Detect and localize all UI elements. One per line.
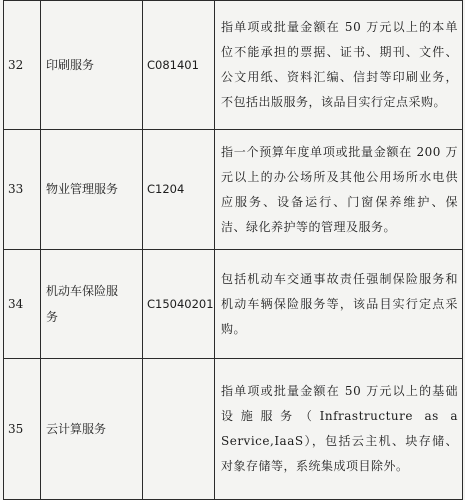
service-name: 物业管理服务 xyxy=(41,130,143,250)
table-row xyxy=(4,359,463,500)
service-description: 指一个预算年度单项或批量金额在 200 万元以上的办公场所及其他公用场所水电供应服务、设备运行、门窗保养维护、保洁、绿化养护等的管理及服务。 xyxy=(215,130,463,250)
procurement-table-container xyxy=(3,0,462,500)
catalog-code: C081401 xyxy=(143,1,215,130)
procurement-catalog-table xyxy=(3,0,463,500)
service-name xyxy=(41,250,143,359)
service-description: 指单项或批量金额在 50 万元以上的基础设施服务（Infrastructure as a Service,IaaS），包括云主机、块存储、对象存储等，系统集成项目除外。 xyxy=(215,359,463,500)
table-row xyxy=(4,1,463,130)
row-number: 35 xyxy=(4,359,41,500)
catalog-code: C1204 xyxy=(143,130,215,250)
service-description: 指单项或批量金额在 50 万元以上的本单位不能承担的票据、证书、期刊、文件、公文用纸、资料汇编、信封等印刷业务，不包括出版服务，该品目实行定点采购。 xyxy=(215,1,463,130)
service-name: 印刷服务 xyxy=(41,1,143,130)
table-row xyxy=(4,250,463,359)
row-number: 32 xyxy=(4,1,41,130)
row-number: 34 xyxy=(4,250,41,359)
catalog-code: C15040201 xyxy=(143,250,215,359)
service-description: 包括机动车交通事故责任强制保险服务和机动车辆保险服务等，该品目实行定点采购。 xyxy=(215,250,463,359)
table-row xyxy=(4,130,463,250)
service-name: 云计算服务 xyxy=(41,359,143,500)
service-name-text: 机动车保险服务 xyxy=(46,284,119,324)
row-number: 33 xyxy=(4,130,41,250)
catalog-code xyxy=(143,359,215,500)
